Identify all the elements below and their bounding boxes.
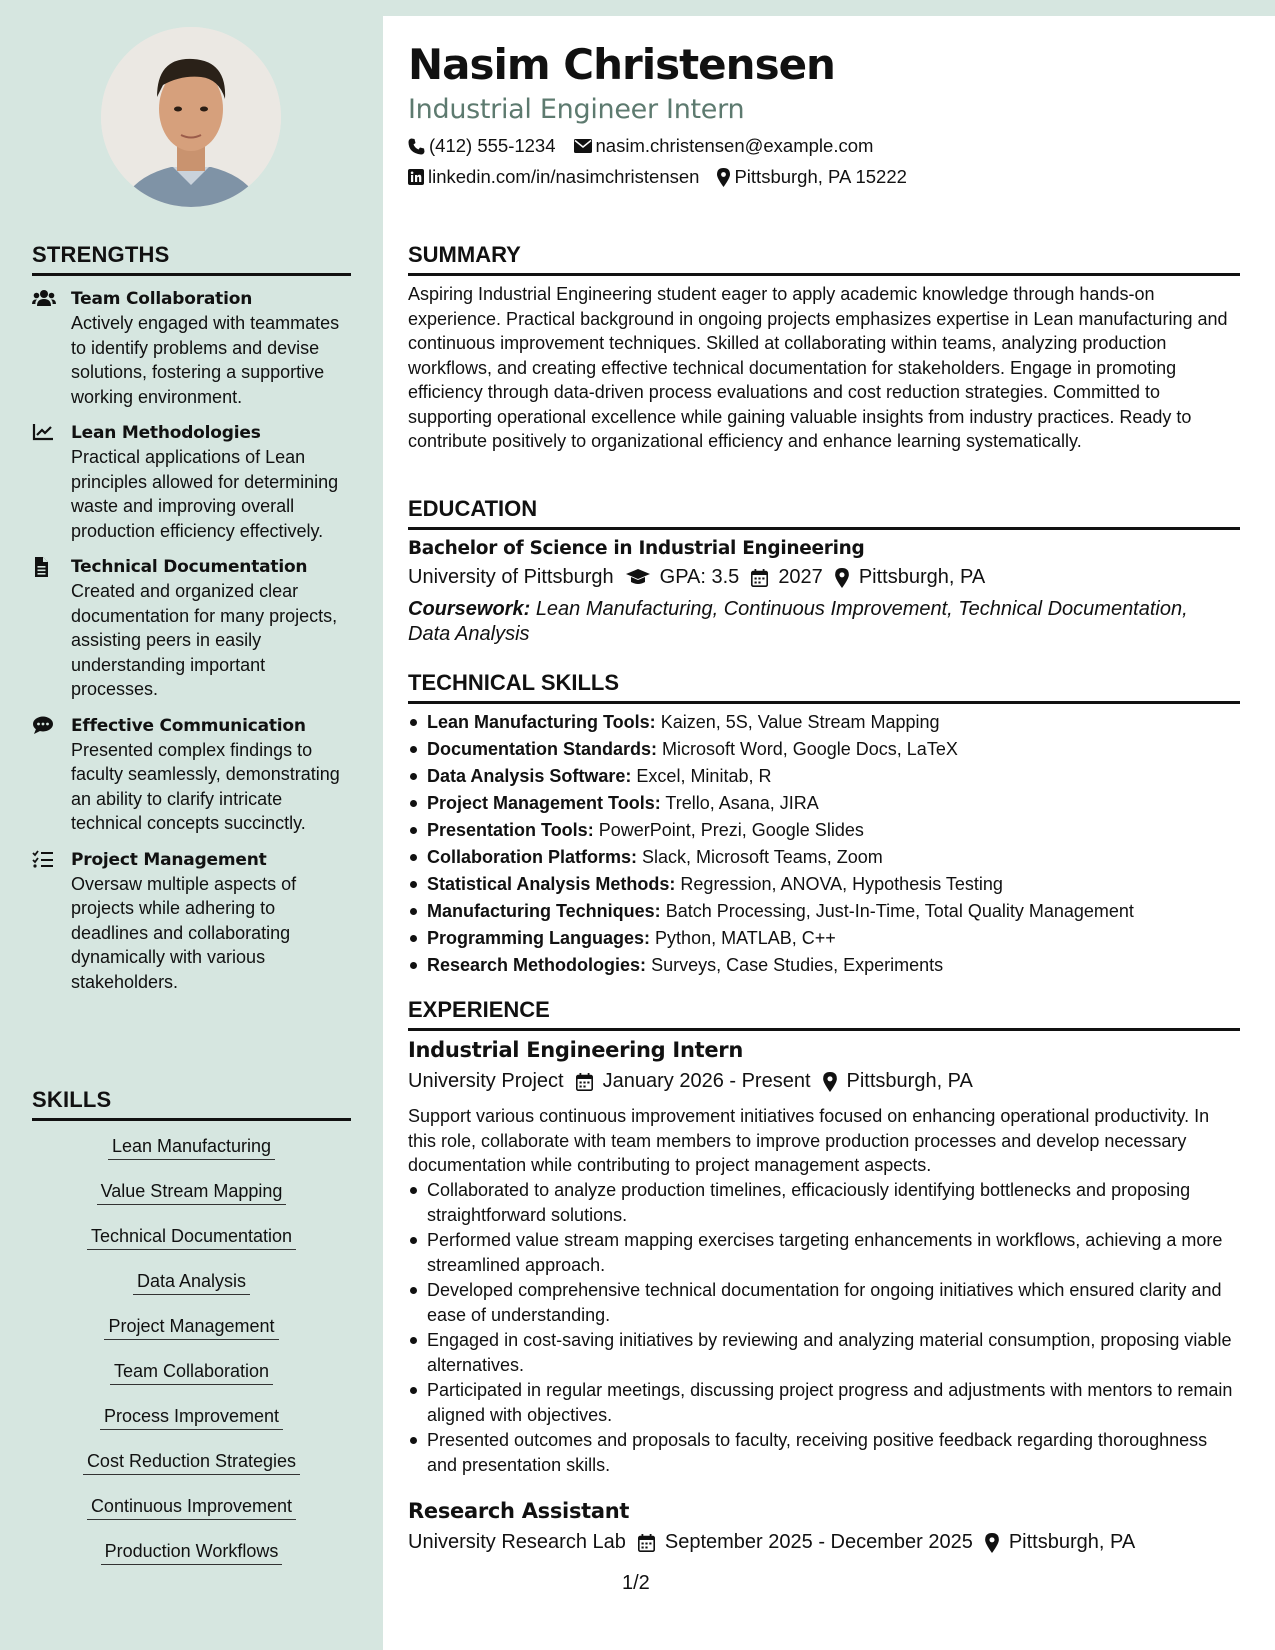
skill-category: Data Analysis Software: [427, 766, 632, 786]
gpa-text: GPA: 3.5 [659, 566, 740, 588]
job-summary: Support various continuous improvement initiatives focused on enhancing operational productivity. In this role, collaborate with team members to improve production processes and develop necessary documentation while contributing to project management aspects. [408, 1106, 1210, 1175]
map-pin-icon [717, 168, 730, 187]
skill-label: Production Workflows [101, 1538, 283, 1565]
list-item [408, 763, 1240, 790]
envelope-icon [574, 139, 592, 153]
skill-values: Regression, ANOVA, Hypothesis Testing [680, 874, 1003, 894]
calendar-icon [576, 1073, 593, 1091]
strength-description: Created and organized clear documentation for many projects, assisting peers in easily understanding important processes. [71, 581, 338, 699]
skill-item [32, 1133, 351, 1178]
contact-row-2 [408, 166, 925, 188]
skill-item [32, 1223, 351, 1268]
job-location: Pittsburgh, PA [846, 1070, 973, 1092]
phone-text: (412) 555-1234 [429, 135, 556, 156]
list-item [408, 736, 1240, 763]
contact-row-1 [408, 135, 891, 157]
job-location-item [985, 1531, 1135, 1554]
technical-skills-heading: TECHNICAL SKILLS [408, 670, 1240, 704]
skill-category: Collaboration Platforms: [427, 847, 638, 867]
list-item: Presented outcomes and proposals to faculty, receiving positive feedback regarding thoroughness and presentation skills. [408, 1428, 1240, 1477]
strength-title: Lean Methodologies [71, 423, 261, 443]
job-org: University Research Lab [408, 1531, 626, 1553]
technical-skills-list [408, 709, 1240, 979]
list-item [408, 925, 1240, 952]
education-meta [408, 566, 997, 589]
email-item[interactable] [574, 135, 874, 157]
candidate-name: Nasim Christensen [408, 40, 835, 89]
checklist-icon [32, 850, 56, 870]
skill-values: Trello, Asana, JIRA [665, 793, 819, 813]
skill-label: Cost Reduction Strategies [83, 1448, 300, 1475]
skill-item [32, 1448, 351, 1493]
strengths-heading: STRENGTHS [32, 242, 351, 276]
skill-item [32, 1538, 351, 1583]
skill-label: Continuous Improvement [87, 1493, 296, 1520]
year-text: 2027 [778, 566, 823, 588]
coursework [408, 597, 1228, 646]
degree-title: Bachelor of Science in Industrial Engineering [408, 538, 865, 559]
skills-heading: SKILLS [32, 1087, 351, 1121]
calendar-icon [638, 1534, 655, 1552]
skill-label: Team Collaboration [110, 1358, 273, 1385]
skill-category: Manufacturing Techniques: [427, 901, 661, 921]
list-item: Developed comprehensive technical documentation for ongoing initiatives which ensured clarity and ease of understanding. [408, 1278, 1240, 1327]
strength-title: Project Management [71, 849, 267, 870]
skill-values: Surveys, Case Studies, Experiments [651, 955, 944, 975]
strength-description: Presented complex findings to faculty seamlessly, demonstrating an ability to clarify intricate technical concepts succinctly. [71, 739, 340, 833]
skills-list [32, 1133, 351, 1583]
location-text: Pittsburgh, PA 15222 [734, 166, 907, 187]
list-item [408, 709, 1240, 736]
job-dates-item [638, 1531, 973, 1554]
skill-item [32, 1358, 351, 1403]
skill-values: Kaizen, 5S, Value Stream Mapping [660, 712, 940, 732]
skill-item [32, 1493, 351, 1538]
list-item: Participated in regular meetings, discussing project progress and adjustments with mentors to remain aligned with objectives. [408, 1378, 1240, 1427]
skill-category: Documentation Standards: [427, 739, 658, 759]
job-bullets [408, 1178, 1240, 1478]
job-title: Research Assistant [408, 1499, 630, 1523]
skill-label: Technical Documentation [87, 1223, 296, 1250]
page-number: 1/2 [622, 1572, 650, 1594]
email-text[interactable]: nasim.christensen@example.com [595, 135, 874, 156]
list-item [408, 871, 1240, 898]
skill-item [32, 1313, 351, 1358]
strength-description: Practical applications of Lean principles allowed for determining waste and improving overall production efficiency effectively. [71, 447, 339, 541]
strength-item [32, 714, 352, 836]
strength-item [32, 848, 352, 995]
comment-icon [32, 716, 56, 736]
skill-category: Lean Manufacturing Tools: [427, 712, 656, 732]
skill-category: Research Methodologies: [427, 955, 647, 975]
skill-values: Slack, Microsoft Teams, Zoom [642, 847, 883, 867]
school-name: University of Pittsburgh [408, 566, 614, 588]
strength-title: Team Collaboration [71, 289, 253, 309]
map-pin-icon [823, 1072, 837, 1092]
skill-item [32, 1268, 351, 1313]
chart-line-icon [32, 423, 56, 443]
document-icon [32, 557, 56, 577]
coursework-label: Coursework: [408, 598, 531, 620]
job-dates: September 2025 - December 2025 [664, 1531, 973, 1553]
graduation-cap-icon [626, 569, 650, 586]
skill-category: Programming Languages: [427, 928, 651, 948]
phone-icon [408, 138, 425, 155]
summary-heading: SUMMARY [408, 242, 1240, 276]
job-meta [408, 1070, 985, 1093]
map-pin-icon [985, 1533, 999, 1553]
skill-label: Process Improvement [100, 1403, 283, 1430]
job-location-item [823, 1070, 973, 1093]
skill-label: Data Analysis [133, 1268, 250, 1295]
strength-description: Oversaw multiple aspects of projects while adhering to deadlines and collaborating dynamically with various stakeholders. [71, 873, 297, 992]
year-item [751, 566, 823, 589]
gpa-item [626, 566, 740, 589]
calendar-icon [751, 569, 768, 587]
skill-values: Python, MATLAB, C++ [655, 928, 836, 948]
job-dates: January 2026 - Present [602, 1070, 811, 1092]
list-item: Collaborated to analyze production timelines, efficaciously identifying bottlenecks and proposing straightforward solutions. [408, 1178, 1240, 1227]
skill-label: Lean Manufacturing [108, 1133, 275, 1160]
list-item: Performed value stream mapping exercises targeting enhancements in workflows, achieving a more streamlined approach. [408, 1228, 1240, 1277]
skill-label: Project Management [104, 1313, 278, 1340]
education-heading: EDUCATION [408, 496, 1240, 530]
skill-values: Excel, Minitab, R [636, 766, 772, 786]
strength-item [32, 555, 352, 702]
list-item: Engaged in cost-saving initiatives by reviewing and analyzing material consumption, proposing viable alternatives. [408, 1328, 1240, 1377]
skill-category: Project Management Tools: [427, 793, 661, 813]
skill-label: Value Stream Mapping [97, 1178, 287, 1205]
job-org: University Project [408, 1070, 564, 1092]
strength-description: Actively engaged with teammates to identify problems and devise solutions, fostering a supportive working environment. [71, 313, 340, 407]
skill-values: Microsoft Word, Google Docs, LaTeX [662, 739, 958, 759]
list-item [408, 898, 1240, 925]
experience-heading: EXPERIENCE [408, 997, 1240, 1031]
skill-values: PowerPoint, Prezi, Google Slides [598, 820, 864, 840]
education-location-item [835, 566, 985, 589]
linkedin-item[interactable] [408, 166, 699, 188]
map-pin-icon [835, 568, 849, 588]
strengths-list [32, 287, 352, 1006]
strength-item [32, 287, 352, 409]
skill-category: Statistical Analysis Methods: [427, 874, 676, 894]
list-item [408, 817, 1240, 844]
skill-values: Batch Processing, Just-In-Time, Total Quality Management [665, 901, 1134, 921]
job-title: Industrial Engineering Intern [408, 1038, 743, 1062]
coursework-text: Lean Manufacturing, Continuous Improvement, Technical Documentation, Data Analysis [408, 598, 1188, 645]
linkedin-icon [408, 169, 424, 185]
job-meta [408, 1531, 1147, 1554]
top-strip [0, 0, 1275, 16]
list-item [408, 952, 1240, 979]
phone-item [408, 135, 556, 157]
list-item [408, 844, 1240, 871]
candidate-role: Industrial Engineer Intern [408, 94, 745, 125]
list-item [408, 790, 1240, 817]
skill-category: Presentation Tools: [427, 820, 594, 840]
users-icon [32, 289, 56, 309]
job-location: Pittsburgh, PA [1008, 1531, 1136, 1553]
summary-text: Aspiring Industrial Engineering student eager to apply academic knowledge through hands-on experience. Practical background in ongoing projects emphasizes expertise in Lean manufacturing and continuous improvement techniques. Skilled at collaborating within teams, analyzing production workflows, and creating effective technical documentation for stakeholders. Engage in promoting efficiency through data-driven process evaluations and cost reduction strategies. Committed to supporting operational excellence while gaining valuable insights from industry practices. Ready to contribute positively to organizational efficiency and enhance learning systematically. [408, 284, 1228, 451]
skill-item [32, 1178, 351, 1223]
linkedin-text[interactable]: linkedin.com/in/nasimchristensen [428, 166, 700, 187]
strength-item [32, 421, 352, 543]
education-location-text: Pittsburgh, PA [858, 566, 986, 588]
strength-title: Effective Communication [71, 715, 306, 736]
job-dates-item [576, 1070, 811, 1093]
skill-item [32, 1403, 351, 1448]
strength-title: Technical Documentation [71, 557, 308, 577]
location-item [717, 166, 906, 188]
profile-photo [101, 27, 281, 207]
